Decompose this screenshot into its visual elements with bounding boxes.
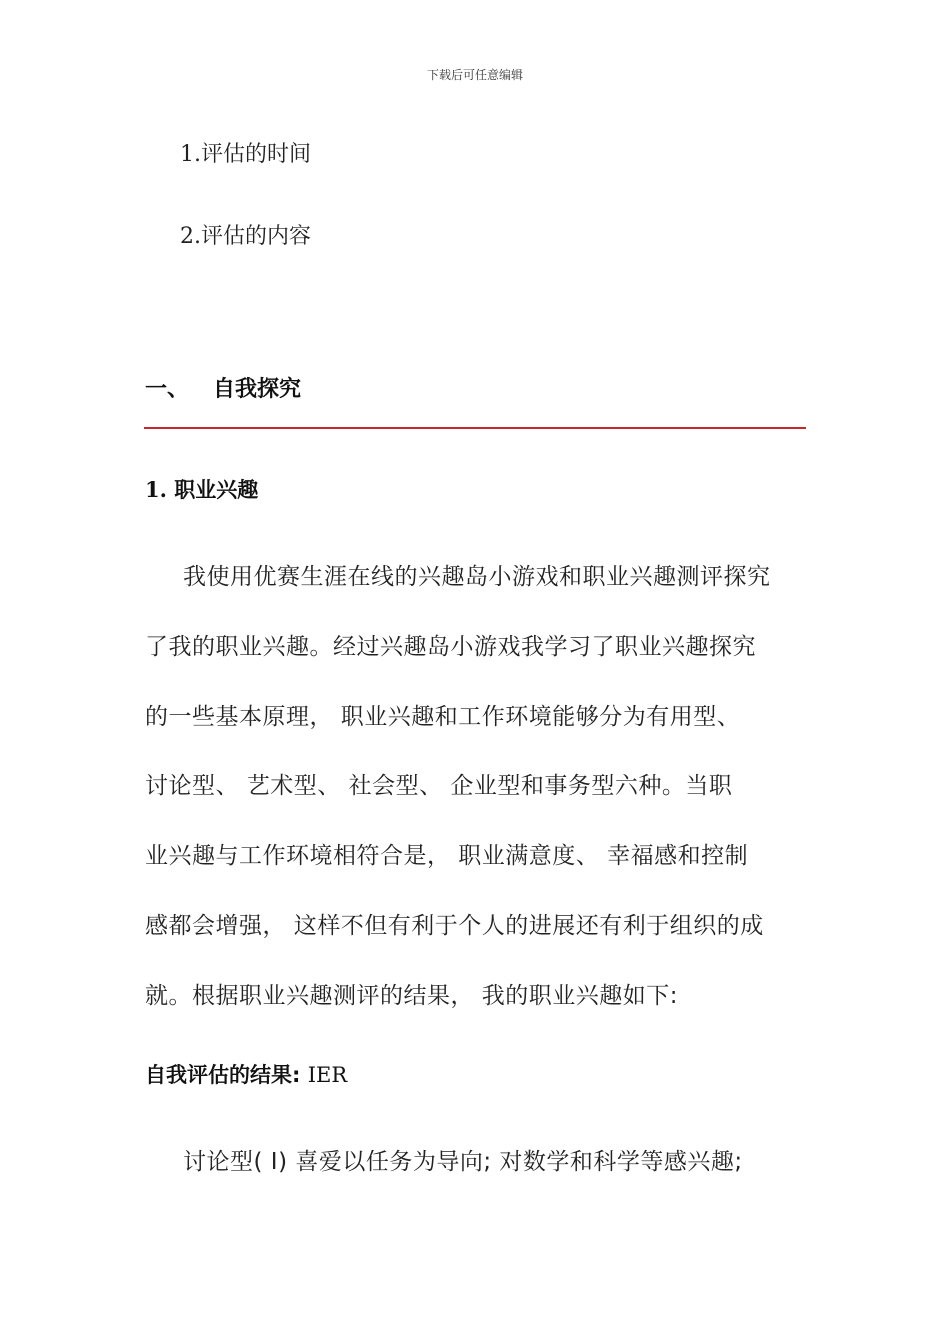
paragraph-line: 了我的职业兴趣。经过兴趣岛小游戏我学习了职业兴趣探究	[145, 634, 756, 660]
result-label: 自我评估的结果:	[145, 1063, 301, 1087]
section-heading	[145, 372, 301, 403]
subsection-title: 职业兴趣	[174, 478, 259, 502]
toc-item-content	[180, 219, 311, 250]
paragraph-line: 的一些基本原理， 职业兴趣和工作环境能够分为有用型、	[145, 704, 741, 730]
header-note: 下载后可任意编辑	[426, 68, 523, 82]
toc-label: 评估的内容	[201, 224, 312, 249]
paragraph-line: 感都会增强， 这样不但有利于个人的进展还有利于组织的成	[145, 913, 764, 939]
toc-number: 1.	[180, 142, 201, 167]
section-divider	[144, 427, 806, 429]
subsection-heading	[145, 474, 258, 504]
paragraph-line: 讨论型、 艺术型、 社会型、 企业型和事务型六种。当职	[145, 773, 733, 799]
section-number: 一、	[145, 377, 190, 402]
assessment-result	[145, 1059, 347, 1089]
toc-label: 评估的时间	[201, 142, 312, 167]
toc-item-time	[180, 137, 311, 168]
paragraph-line: 业兴趣与工作环境相符合是， 职业满意度、 幸福感和控制	[145, 843, 749, 869]
paragraph-line: 我使用优赛生涯在线的兴趣岛小游戏和职业兴趣测评探究	[183, 564, 771, 590]
paragraph-line: 讨论型( I) 喜爱以任务为导向; 对数学和科学等感兴趣;	[183, 1149, 743, 1175]
result-code: IER	[307, 1063, 348, 1087]
paragraph-line: 就。根据职业兴趣测评的结果， 我的职业兴趣如下:	[145, 983, 679, 1009]
section-title: 自我探究	[213, 377, 302, 402]
toc-number: 2.	[180, 224, 201, 249]
subsection-number: 1.	[145, 477, 167, 502]
